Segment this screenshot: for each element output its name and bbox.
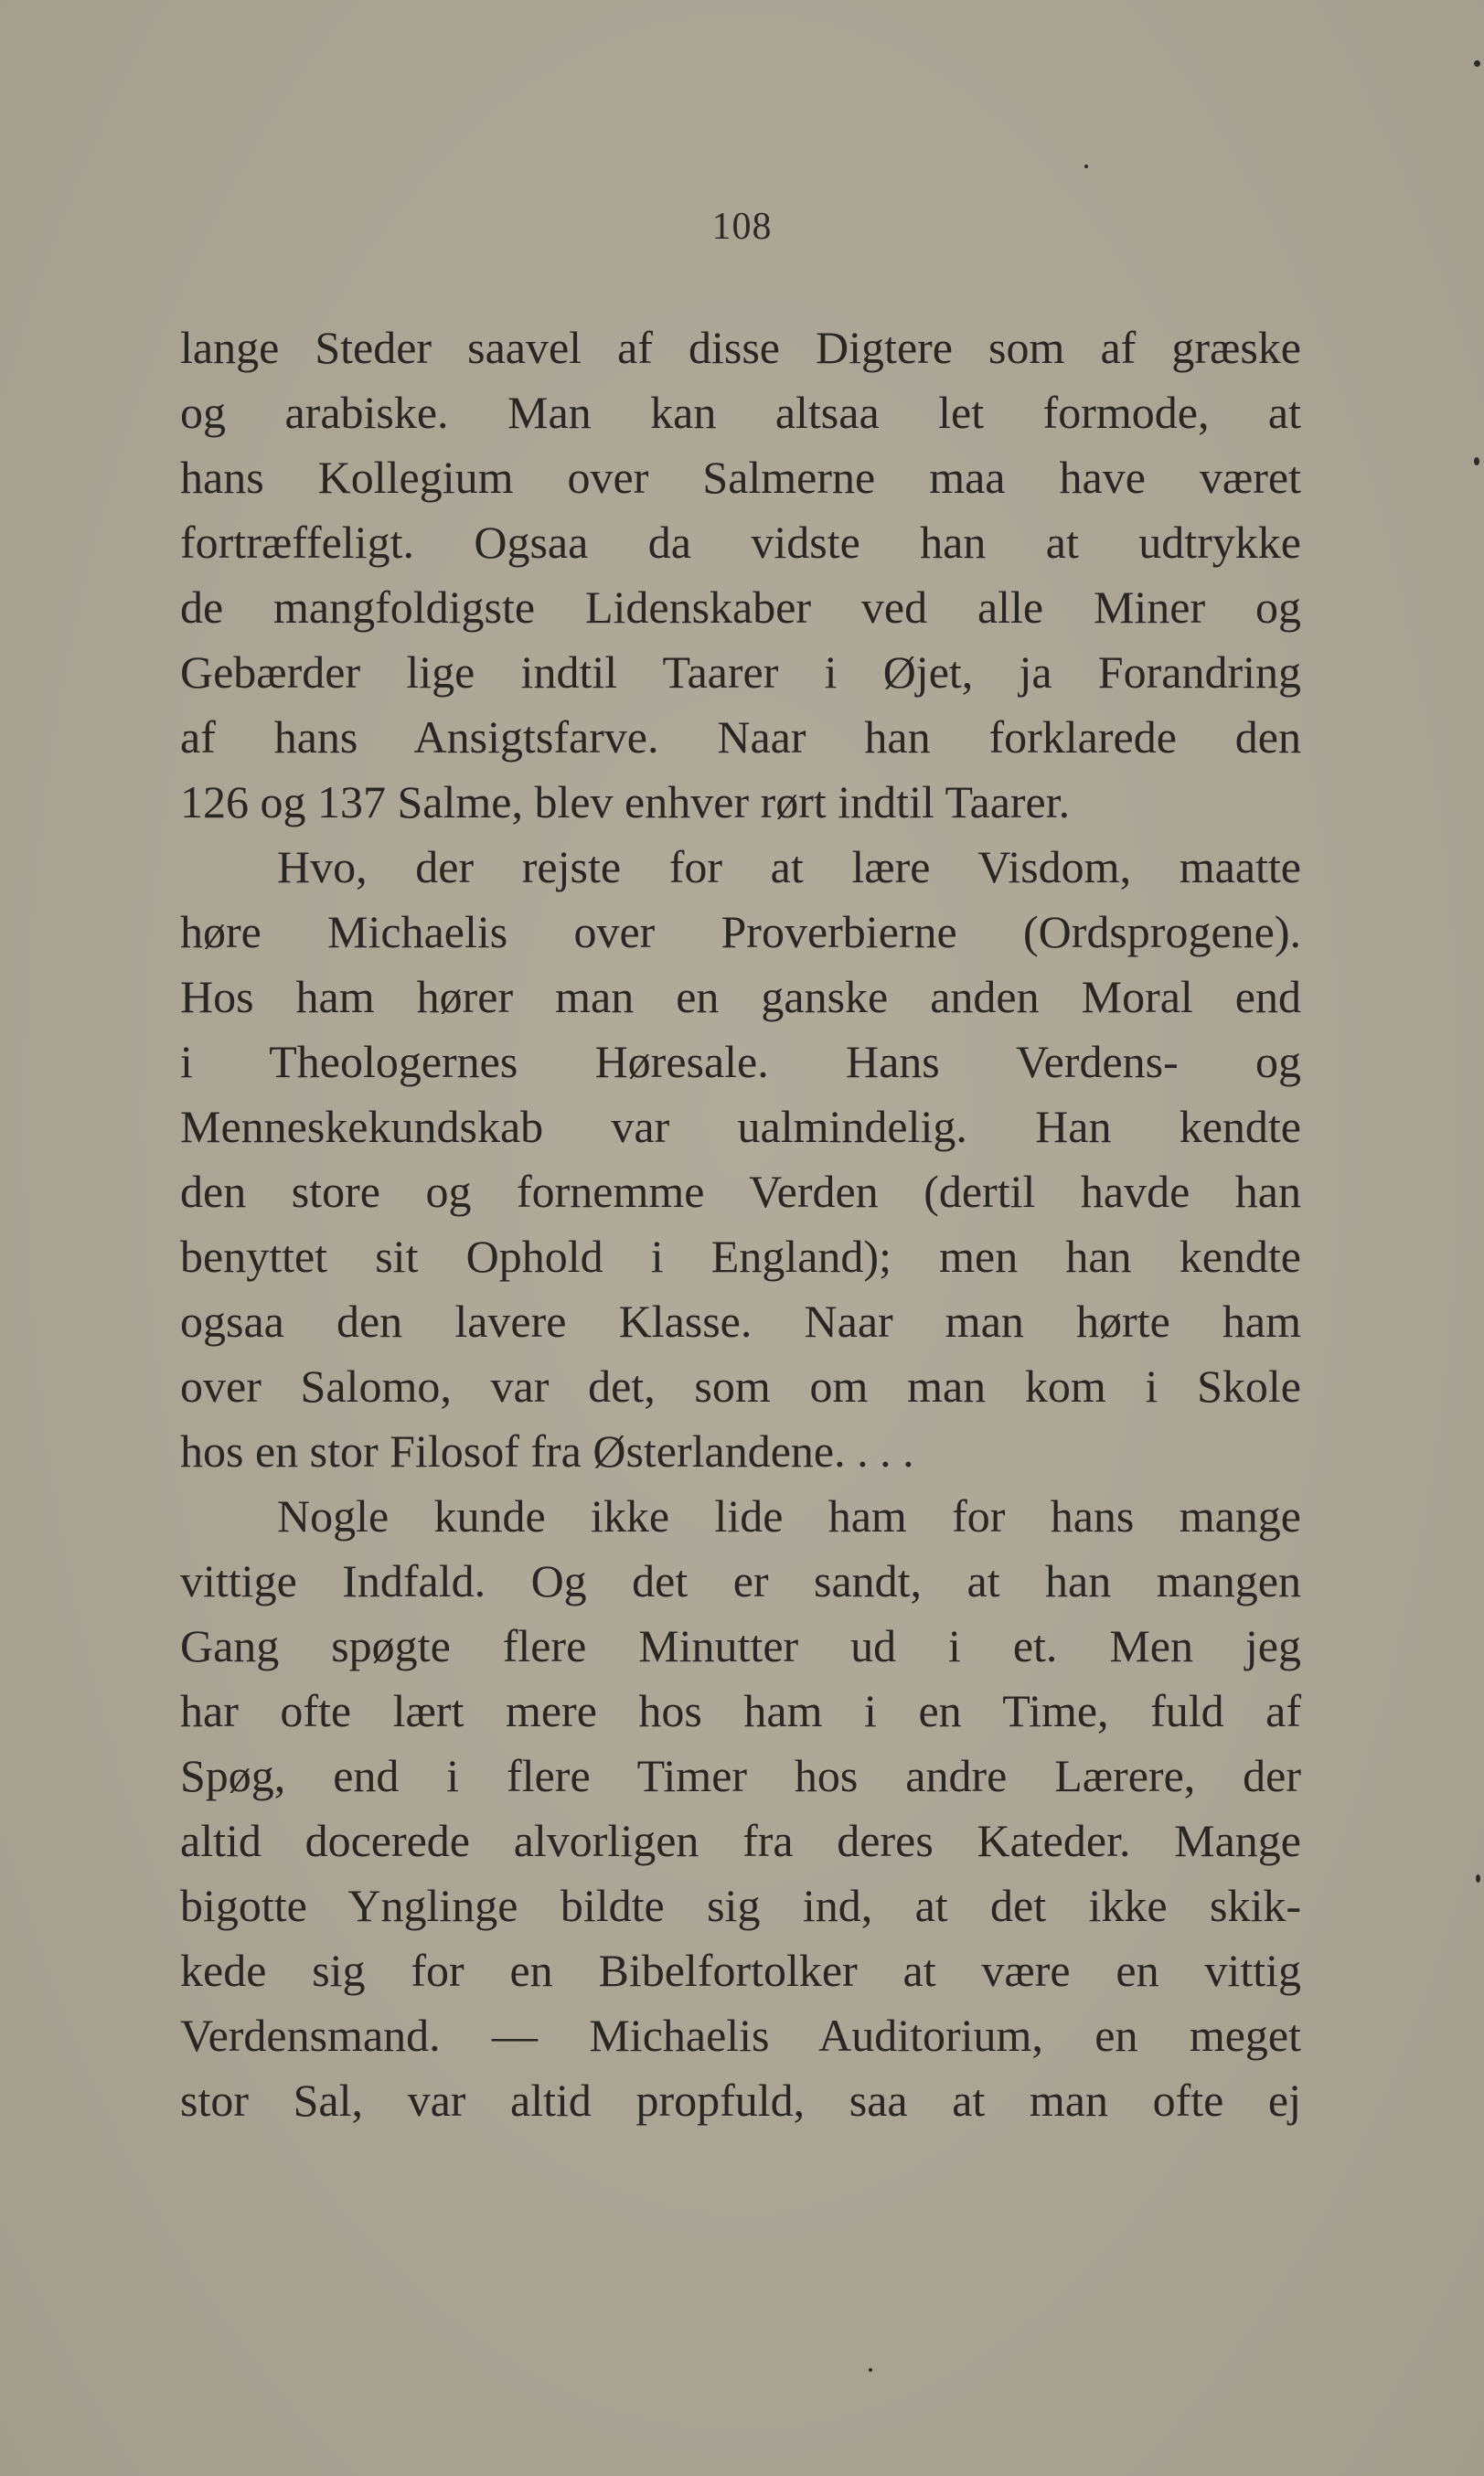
text-line: Spøg, end i flere Timer hos andre Lærere, der — [180, 1750, 1301, 1801]
text-line: benyttet sit Ophold i England); men han kendte — [180, 1231, 1301, 1282]
text-line: altid docerede alvorligen fra deres Kateder. Mange — [180, 1815, 1301, 1866]
dust-speck — [1474, 60, 1480, 67]
text-line: kede sig for en Bibelfortolker at være en vittig — [180, 1945, 1301, 1996]
text-line: Gang spøgte flere Minutter ud i et. Men jeg — [180, 1620, 1301, 1671]
text-line: over Salomo, var det, som om man kom i Skole — [180, 1361, 1301, 1412]
text-line: vittige Indfald. Og det er sandt, at han mangen — [180, 1555, 1301, 1606]
text-line: den store og fornemme Verden (dertil havde han — [180, 1166, 1301, 1217]
dust-speck — [1084, 165, 1088, 168]
text-line: Nogle kunde ikke lide ham for hans mange — [277, 1490, 1301, 1542]
text-line: Hvo, der rejste for at lære Visdom, maatte — [277, 841, 1301, 892]
text-line: Menneskekundskab var ualmindelig. Han kendte — [180, 1101, 1301, 1152]
text-line: høre Michaelis over Proverbierne (Ordsprogene). — [180, 906, 1301, 957]
text-line: af hans Ansigtsfarve. Naar han forklarede den — [180, 711, 1301, 763]
text-line: i Theologernes Høresale. Hans Verdens- og — [180, 1036, 1301, 1087]
text-line: lange Steder saavel af disse Digtere som af græske — [180, 322, 1301, 373]
text-line: har ofte lært mere hos ham i en Time, fuld af — [180, 1685, 1301, 1736]
text-line: Gebærder lige indtil Taarer i Øjet, ja Forandring — [180, 646, 1301, 698]
text-line: hans Kollegium over Salmerne maa have været — [180, 452, 1301, 503]
text-line: fortræffeligt. Ogsaa da vidste han at udtrykke — [180, 517, 1301, 568]
text-line: og arabiske. Man kan altsaa let formode, at — [180, 387, 1301, 438]
paragraph-2 — [180, 835, 1301, 1484]
text-line: Hos ham hører man en ganske anden Moral end — [180, 971, 1301, 1022]
dust-speck — [869, 2368, 872, 2372]
text-line: hos en stor Filosof fra Østerlandene. . . . — [180, 1425, 914, 1477]
dust-speck — [1474, 457, 1479, 465]
text-line: de mangfoldigste Lidenskaber ved alle Miner og — [180, 582, 1301, 633]
text-line: 126 og 137 Salme, blev enhver rørt indtil Taarer. — [180, 776, 1071, 827]
text-line: bigotte Ynglinge bildte sig ind, at det ikke skik- — [180, 1880, 1301, 1931]
body-text — [180, 315, 1301, 2133]
paragraph-3 — [180, 1484, 1301, 2133]
paragraph-1 — [180, 315, 1301, 835]
page-number: 108 — [711, 206, 773, 248]
dust-speck — [1476, 1874, 1480, 1883]
text-line: stor Sal, var altid propfuld, saa at man ofte ej — [180, 2075, 1301, 2126]
text-line: Verdensmand. — Michaelis Auditorium, en meget — [180, 2010, 1301, 2061]
text-line: ogsaa den lavere Klasse. Naar man hørte ham — [180, 1296, 1301, 1347]
